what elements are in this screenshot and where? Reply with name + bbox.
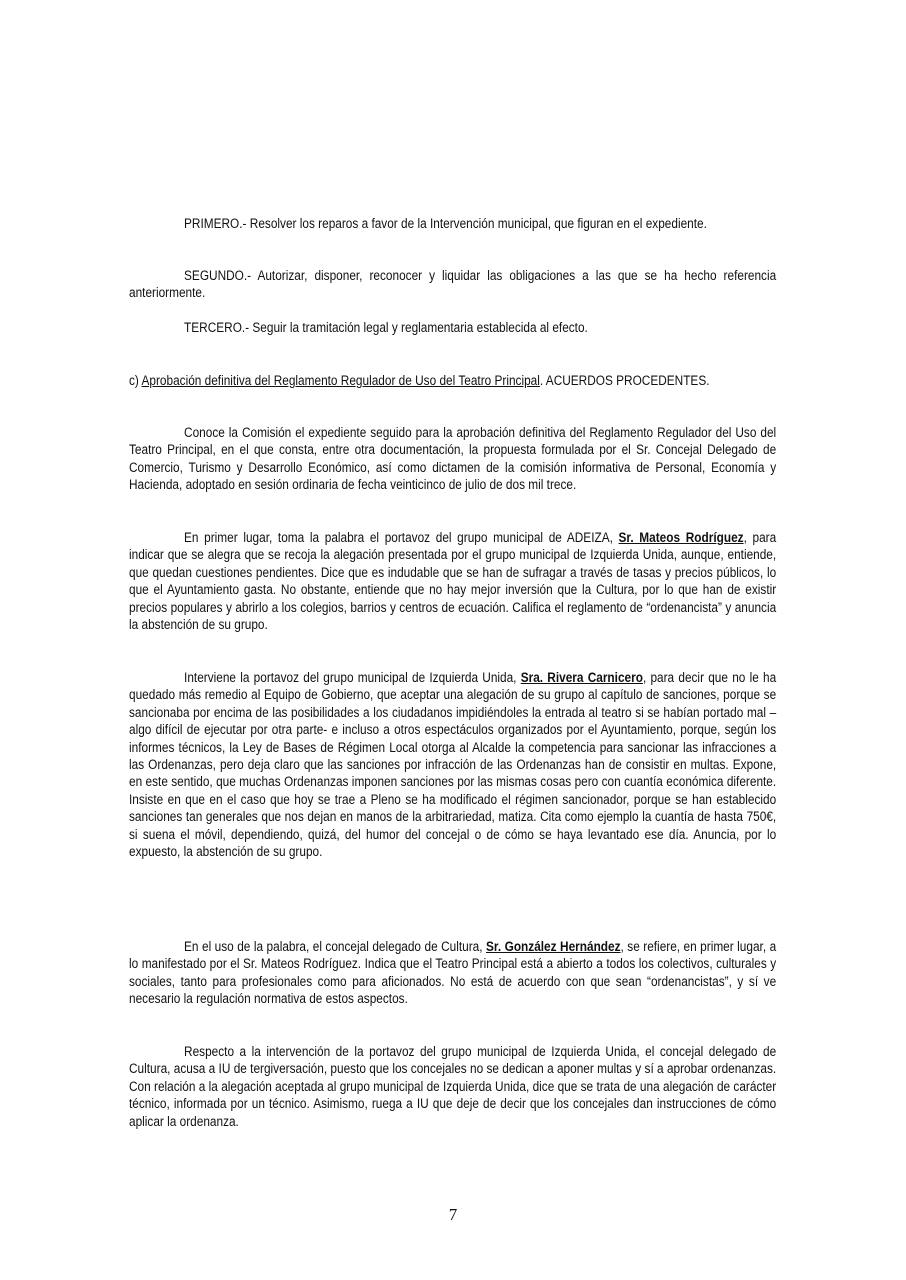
speaker-name: Sr. González Hernández (486, 939, 621, 955)
paragraph-respecto (129, 1044, 776, 1131)
paragraph-cultura (129, 939, 776, 1009)
paragraph-text: Conoce la Comisión el expediente seguido para la aprobación definitiva del Reglamento Regulador del Uso del Teatro Principal, en el que consta, entre otra documentación, la propuesta formulada por el Sr. Concejal Delegado de Comercio, Turismo y Desarrollo Económico, así como dictamen de la comisión informativa de Personal, Economía y Hacienda, adoptado en sesión ordinaria de fecha veinticinco de julio de dos mil trece. (129, 425, 777, 494)
paragraph-iu (129, 670, 776, 861)
section-heading-c (129, 373, 776, 390)
paragraph-text: Interviene la portavoz del grupo municipal de Izquierda Unida, (184, 670, 521, 686)
page-number: 7 (448, 1205, 458, 1224)
paragraph-text: Respecto a la intervención de la portavoz del grupo municipal de Izquierda Unida, el concejal delegado de Cultura, acusa a IU de tergiversación, puesto que los concejales no se dedican a aponer multas y sí a aprobar ordenanzas. Con relación a la alegación aceptada al grupo municipal de Izquierda Unida, dice que se trata de una alegación de carácter técnico, informada por un técnico. Asimismo, ruega a IU que deje de decir que los concejales dan instrucciones de cómo aplicar la ordenanza. (129, 1044, 777, 1130)
paragraph-conoce (129, 425, 776, 495)
paragraph-text: SEGUNDO.- Autorizar, disponer, reconocer y liquidar las obligaciones a las que se ha hecho referencia anteriormente. (129, 268, 777, 302)
paragraph-segundo (129, 268, 776, 303)
paragraph-text: En el uso de la palabra, el concejal delegado de Cultura, (184, 939, 487, 955)
speaker-name: Sr. Mateos Rodríguez (618, 530, 744, 546)
paragraph-text: , para decir que no le ha quedado más remedio al Equipo de Gobierno, que aceptar una alegación de su grupo al capítulo de sanciones, porque se sancionaba por encima de las posibilidades a los ciudadanos impidiéndoles la entrada al teatro si se habían portado mal –algo difícil de ejecutar por otra parte- e incluso a otros espectáculos organizados por el Ayuntamiento, porque, según los informes técnicos, la Ley de Bases de Régimen Local otorga al Alcalde la competencia para sancionar las infracciones a las Ordenanzas, pero deja claro que las sanciones por infracción de las Ordenanzas han de consistir en multas. Expone, en este sentido, que muchas Ordenanzas imponen sanciones por las mismas cosas pero con cuantía económica diferente. Insiste en que en el caso que hoy se trae a Pleno se ha modificado el régimen sancionador, porque se han establecido sanciones tan generales que nos dejan en manos de la arbitrariedad, matiza. Cita como ejemplo la cuantía de hasta 750€, si suena el móvil, dependiendo, quizá, del humor del concejal o de cómo se haya levantado ese día. Anuncia, por lo expuesto, la abstención de su grupo. (129, 670, 777, 861)
section-title: Aprobación definitiva del Reglamento Regulador de Uso del Teatro Principal (141, 373, 540, 389)
paragraph-text: PRIMERO.- Resolver los reparos a favor de la Intervención municipal, que figuran en el expediente. (184, 216, 707, 232)
paragraph-adeiza (129, 530, 776, 634)
paragraph-text: En primer lugar, toma la palabra el portavoz del grupo municipal de ADEIZA, (184, 530, 619, 546)
paragraph-text: , para indicar que se alegra que se recoja la alegación presentada por el grupo municipal de Izquierda Unida, aunque, entiende, que quedan cuestiones pendientes. Dice que es indudable que se han de sufragar a través de tasas y precios públicos, lo que el Ayuntamiento gasta. No obstante, entiende que no hay mejor inversión que la Cultura, por lo que han de existir precios populares y abrirlo a los colegios, barrios y centros de ecuación. Califica el reglamento de “ordenancista” y anuncia la abstención de su grupo. (129, 530, 777, 634)
section-letter: c) (129, 373, 142, 389)
paragraph-text: TERCERO.- Seguir la tramitación legal y reglamentaria establecida al efecto. (184, 320, 588, 336)
speaker-name: Sra. Rivera Carnicero (520, 670, 643, 686)
paragraph-text: , se refiere, en primer lugar, a lo manifestado por el Sr. Mateos Rodríguez. Indica que el Teatro Principal está a abierto a todos los colectivos, culturales y sociales, tanto para profesionales como para aficionados. No está de acuerdo con que sean “ordenancistas”, y sí ve necesario la regulación normativa de estos aspectos. (129, 939, 777, 1008)
paragraph-tercero (129, 320, 776, 337)
section-suffix: . ACUERDOS PROCEDENTES. (539, 373, 710, 389)
paragraph-primero (129, 216, 776, 233)
